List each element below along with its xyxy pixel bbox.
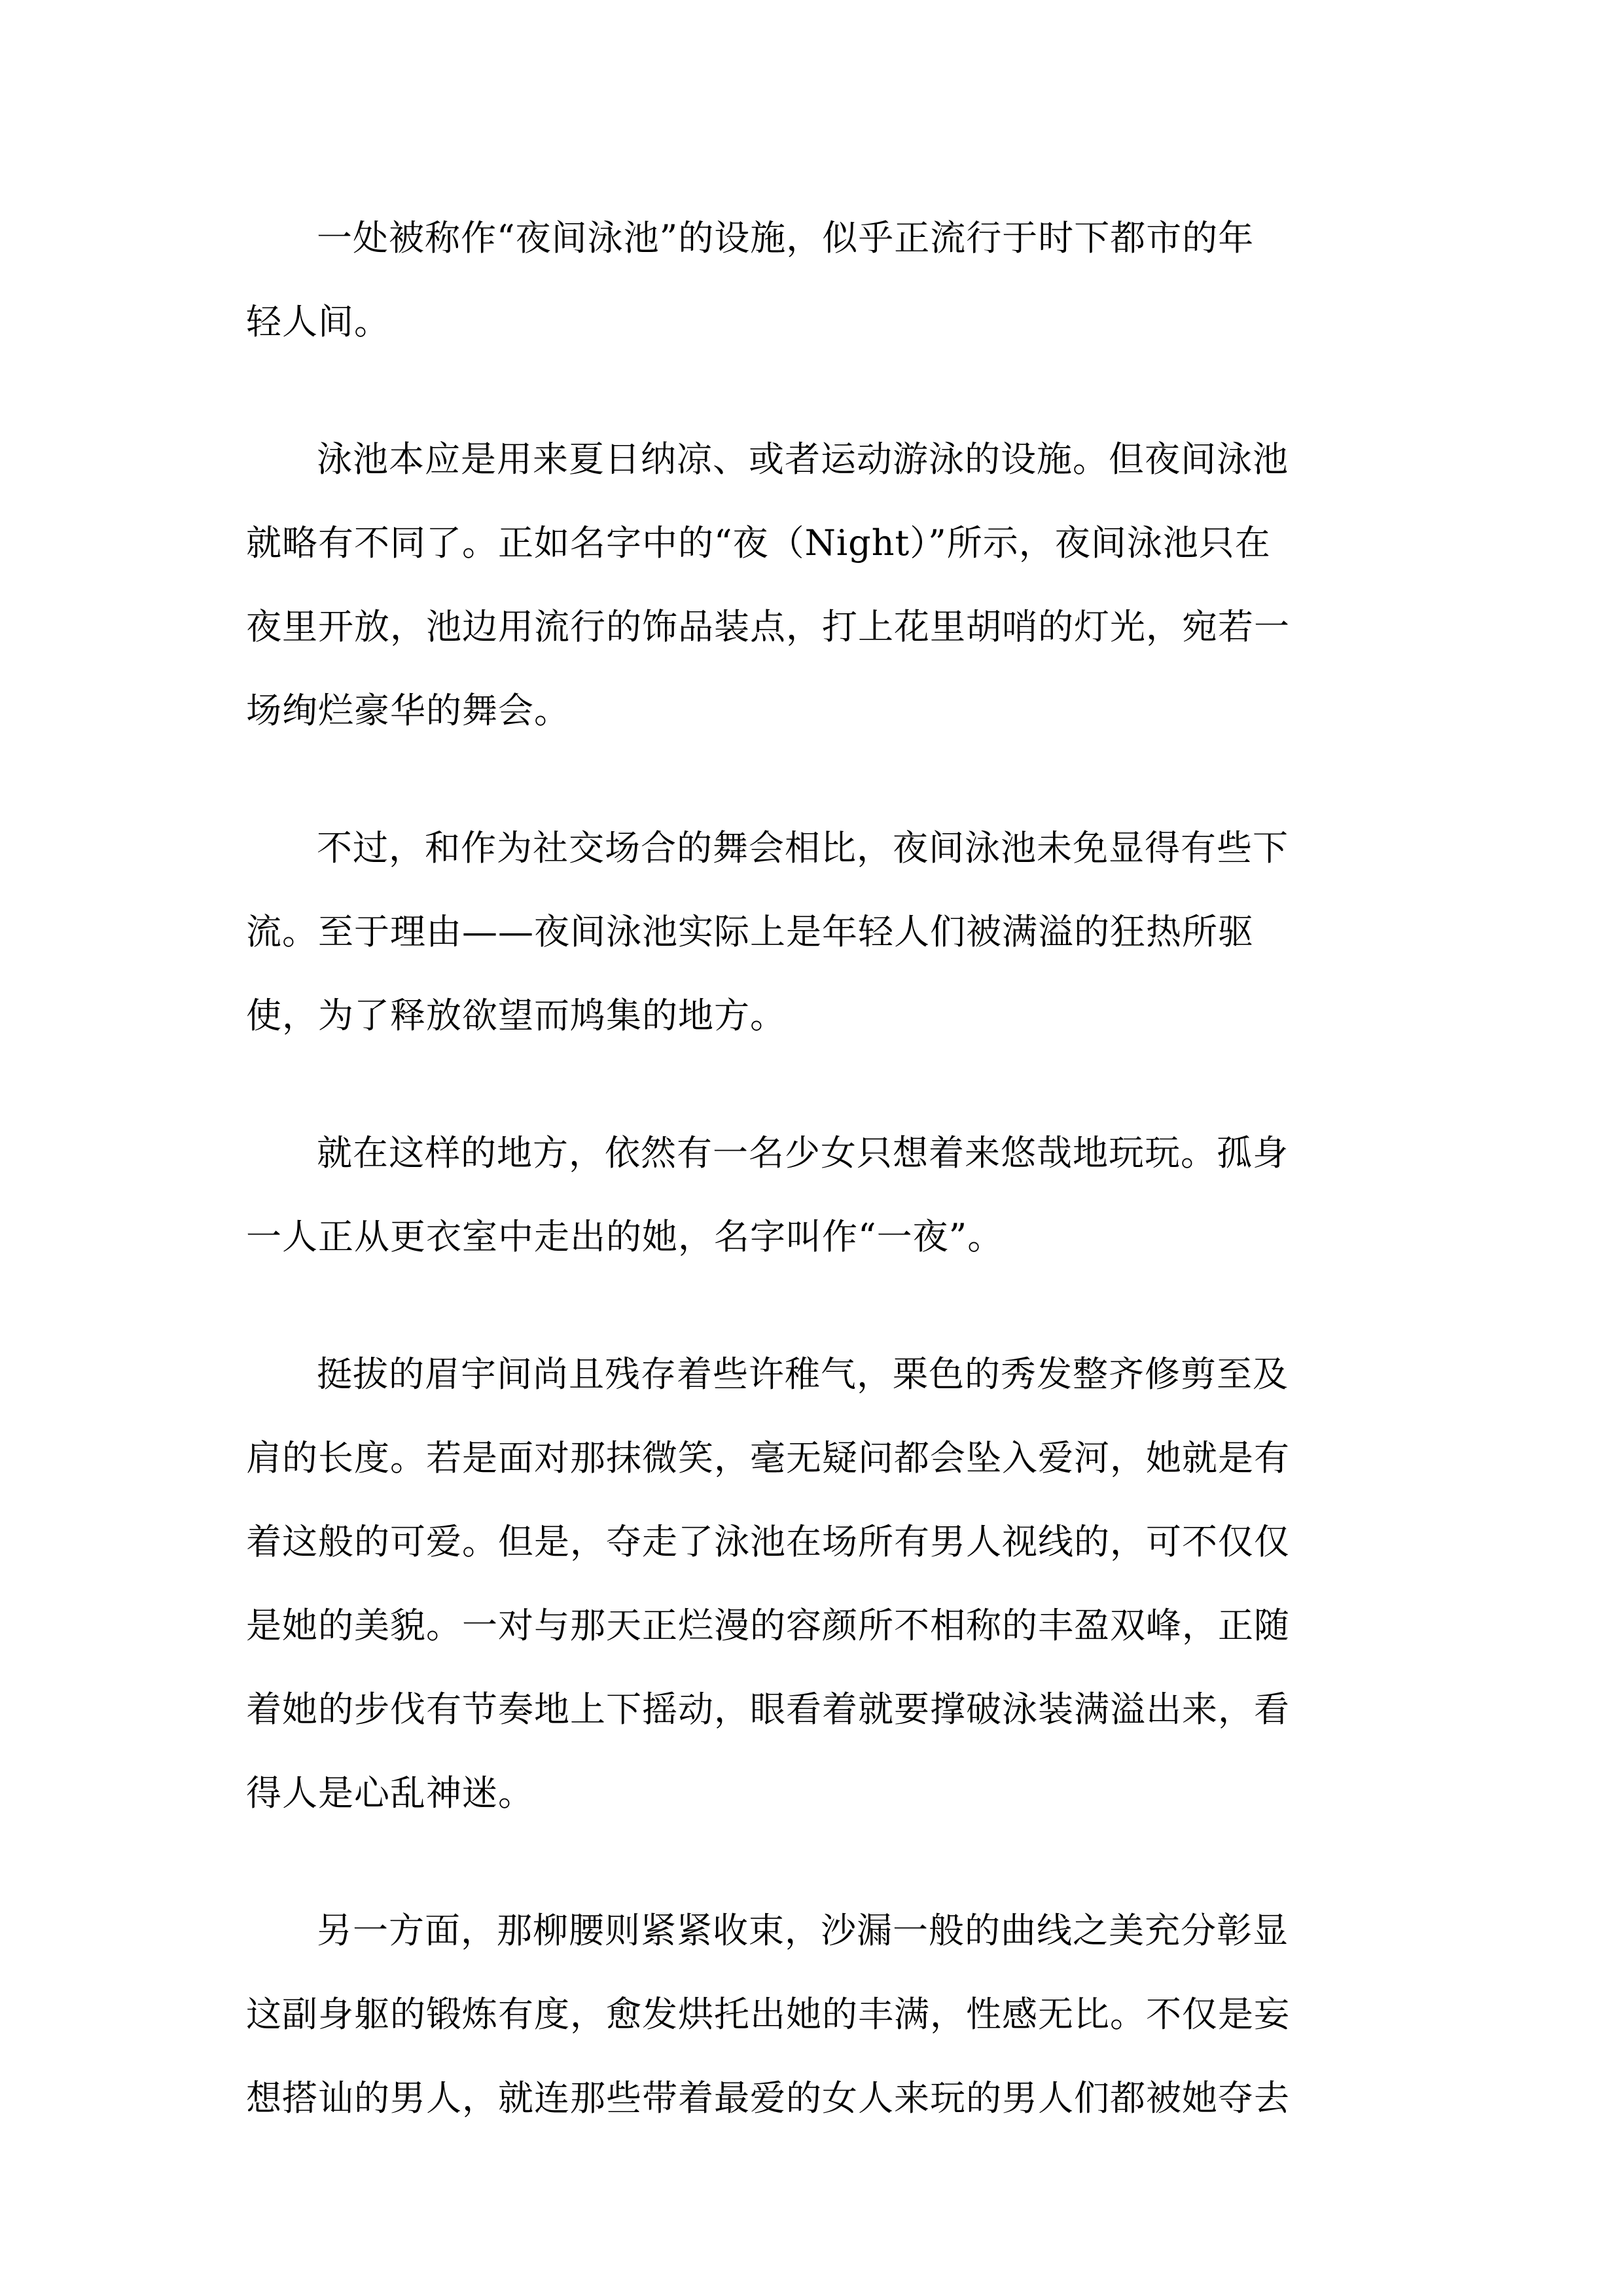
text-line: 是她的美貌。一对与那天正烂漫的容颜所不相称的丰盈双峰，正随 [246, 1605, 1290, 1646]
text-line: 着她的步伐有节奏地上下摇动，眼看着就要撑破泳装满溢出来，看 [246, 1689, 1290, 1730]
text-line: 场绚烂豪华的舞会。 [246, 690, 570, 731]
paragraph-4 [246, 1111, 1385, 1279]
text-line: 就略有不同了。正如名字中的“夜（Night）”所示，夜间泳池只在 [246, 522, 1271, 564]
text-line: 一处被称作“夜间泳池”的设施，似乎正流行于时下都市的年 [317, 217, 1255, 259]
text-line: 想搭讪的男人，就连那些带着最爱的女人来玩的男人们都被她夺去 [246, 2077, 1290, 2119]
text-line: 得人是心乱神迷。 [246, 1772, 534, 1814]
text-line: 挺拔的眉宇间尚且残存着些许稚气，栗色的秀发整齐修剪至及 [317, 1354, 1289, 1395]
paragraph-6 [246, 1889, 1385, 2140]
text-line: 使，为了释放欲望而鸠集的地方。 [246, 995, 786, 1036]
text-line: 着这般的可爱。但是，夺走了泳池在场所有男人视线的，可不仅仅 [246, 1521, 1290, 1562]
text-line: 另一方面，那柳腰则紧紧收束，沙漏一般的曲线之美充分彰显 [317, 1910, 1289, 1951]
text-line: 一人正从更衣室中走出的她，名字叫作“一夜”。 [246, 1216, 1004, 1257]
text-line: 泳池本应是用来夏日纳凉、或者运动游泳的设施。但夜间泳池 [317, 439, 1289, 480]
paragraph-5 [246, 1333, 1385, 1835]
paragraph-3 [246, 806, 1385, 1058]
text-line: 流。至于理由——夜间泳池实际上是年轻人们被满溢的狂热所驱 [246, 911, 1254, 952]
text-line: 肩的长度。若是面对那抹微笑，毫无疑问都会坠入爱河，她就是有 [246, 1437, 1290, 1479]
text-line: 就在这样的地方，依然有一名少女只想着来悠哉地玩玩。孤身 [317, 1132, 1289, 1174]
text-line: 这副身躯的锻炼有度，愈发烘托出她的丰满，性感无比。不仅是妄 [246, 1994, 1290, 2035]
text-line: 夜里开放，池边用流行的饰品装点，打上花里胡哨的灯光，宛若一 [246, 606, 1290, 647]
paragraph-2 [246, 418, 1385, 753]
text-line: 不过，和作为社交场合的舞会相比，夜间泳池未免显得有些下 [317, 827, 1289, 869]
text-line: 轻人间。 [246, 301, 390, 342]
document-page [246, 196, 1385, 2194]
paragraph-1 [246, 196, 1385, 364]
